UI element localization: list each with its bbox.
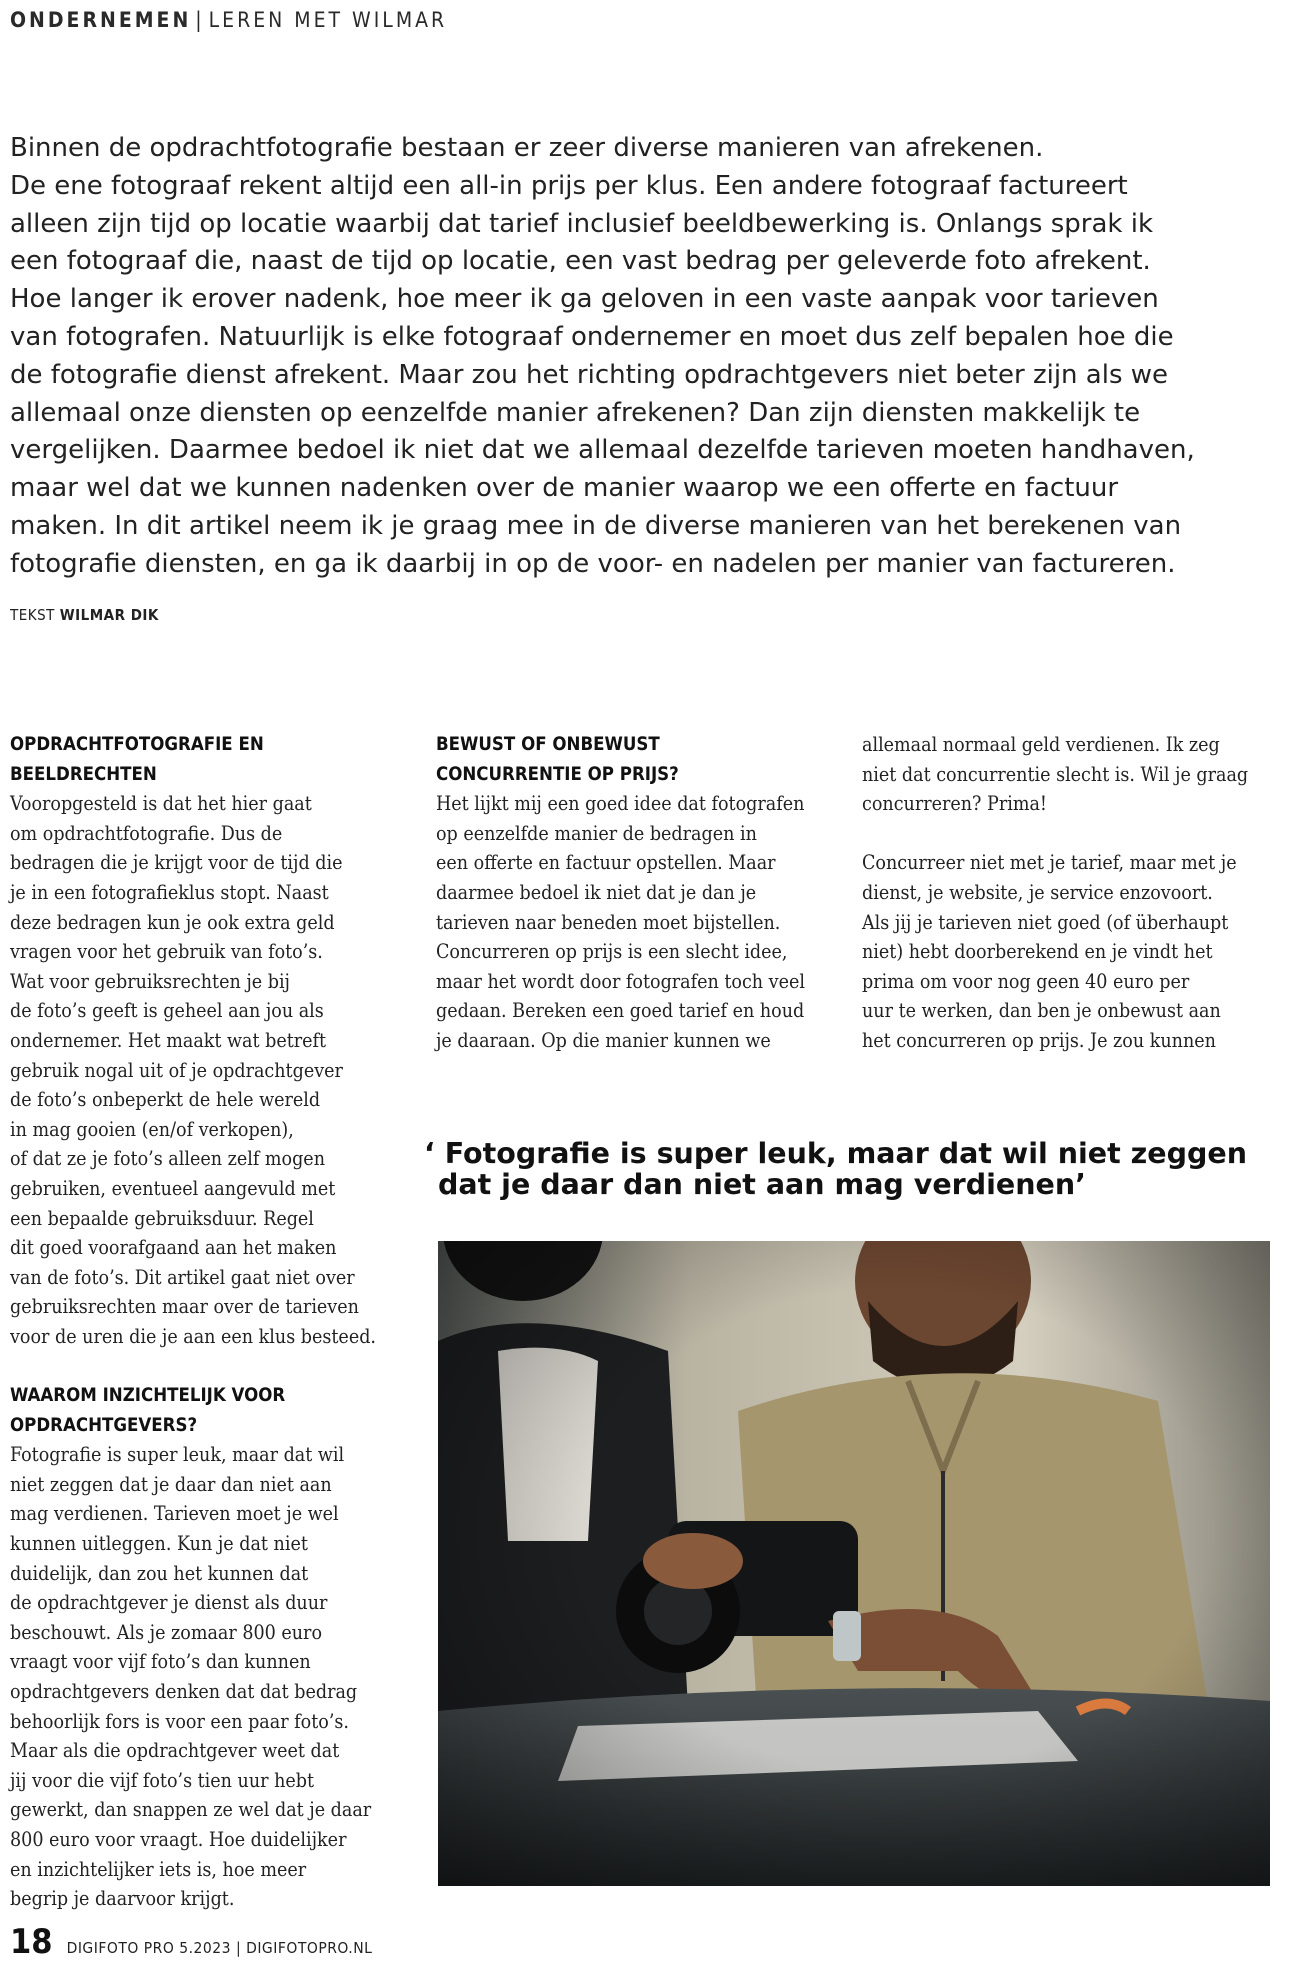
body-line: Maar als die opdrachtgever weet dat [10,1739,340,1763]
body-line: Vooropgesteld is dat het hier gaat [10,792,312,816]
pull-quote [424,1138,1304,1200]
body-line: Concurreren op prijs is een slecht idee, [436,940,788,964]
intro-line: fotografie diensten, en ga ik daarbij in op de voor- en nadelen per manier van factureren. [10,548,1176,579]
heading-inzichtelijk: WAAROM INZICHTELIJK VOOR [10,1385,286,1407]
body-line: gebruiksrechten maar over de tarieven [10,1295,359,1319]
column-2 [436,730,836,1056]
body-line: Wat voor gebruiksrechten je bij [10,969,290,993]
body-line: bedragen die je krijgt voor de tijd die [10,851,343,875]
series-label: LEREN MET WILMAR [208,8,448,32]
body-line: daarmee bedoel ik niet dat je dan je [436,880,757,904]
intro-line: de fotografie dienst afrekent. Maar zou het richting opdrachtgevers niet beter zijn als we [10,359,1169,390]
body-line: dienst, je website, je service enzovoort. [862,880,1213,904]
intro-line: Hoe langer ik erover nadenk, hoe meer ik ga geloven in een vaste aanpak voor tarieven [10,284,1159,315]
body-line: behoorlijk fors is voor een paar foto’s. [10,1709,349,1733]
body-line: concurreren? Prima! [862,792,1047,816]
pull-quote-line-2: dat je daar dan niet aan mag verdienen’ [438,1168,1086,1201]
body-line: allemaal normaal geld verdienen. Ik zeg [862,733,1220,756]
body-line: een offerte en factuur opstellen. Maar [436,851,776,875]
body-line: Het lijkt mij een goed idee dat fotografen [436,792,805,816]
body-line: jij voor die vijf foto’s tien uur hebt [10,1768,315,1792]
intro-line: alleen zijn tijd op locatie waarbij dat tarief inclusief beeldbewerking is. Onlangs sprak ik [10,208,1154,239]
body-line: vragen voor het gebruik van foto’s. [10,940,323,964]
header-separator: | [195,8,205,32]
photo-illustration [438,1241,1270,1886]
heading-concurrentie-2: CONCURRENTIE OP PRIJS? [436,763,679,785]
body-line: of dat ze je foto’s alleen zelf mogen [10,1147,325,1171]
intro-line: maar wel dat we kunnen nadenken over de manier waarop we een offerte en factuur [10,473,1119,504]
page-header [10,8,447,32]
body-line: tarieven naar beneden moet bijstellen. [436,910,781,934]
body-line: gebruik nogal uit of je opdrachtgever [10,1058,343,1082]
body-line: maar het wordt door fotografen toch veel [436,969,805,993]
body-line: in mag gooien (en/of verkopen), [10,1117,294,1141]
body-line: kunnen uitleggen. Kun je dat niet [10,1532,308,1556]
body-line: 800 euro voor vraagt. Hoe duidelijker [10,1827,347,1851]
body-line: de opdrachtgever je dienst als duur [10,1591,328,1615]
intro-line: maken. In dit artikel neem ik je graag mee in de diverse manieren van het berekenen van [10,510,1182,541]
intro-line: Binnen de opdrachtfotografie bestaan er zeer diverse manieren van afrekenen. [10,133,1044,163]
paragraph-gap [862,819,1282,849]
body-line: ondernemer. Het maakt wat betreft [10,1028,327,1052]
column-1 [10,730,405,1914]
body-line: niet) hebt doorberekend en je vindt het [862,940,1213,964]
page-number: 18 [10,1922,53,1962]
body-line: om opdrachtfotografie. Dus de [10,821,283,845]
intro-line: De ene fotograaf rekent altijd een all-in prijs per klus. Een andere fotograaf factureert [10,170,1128,201]
body-line: een bepaalde gebruiksduur. Regel [10,1206,314,1230]
body-line: niet dat concurrentie slecht is. Wil je graag [862,762,1249,786]
body-line: gedaan. Bereken een goed tarief en houd [436,999,805,1023]
body-line: begrip je daarvoor krijgt. [10,1887,235,1911]
body-line: Fotografie is super leuk, maar dat wil [10,1443,345,1467]
body-line: op eenzelfde manier de bedragen in [436,821,757,845]
body-line: prima om voor nog geen 40 euro per [862,969,1190,993]
byline [10,606,159,624]
body-line: mag verdienen. Tarieven moet je wel [10,1502,339,1526]
body-line: je in een fotografieklus stopt. Naast [10,880,329,904]
body-line: Als jij je tarieven niet goed (of überhaupt [862,910,1229,934]
body-line: uur te werken, dan ben je onbewust aan [862,999,1221,1023]
section-label: ONDERNEMEN [10,8,192,32]
body-line: van de foto’s. Dit artikel gaat niet over [10,1265,355,1289]
intro-paragraph [10,130,1290,584]
article-photo [438,1241,1270,1886]
body-line: opdrachtgevers denken dat dat bedrag [10,1680,358,1703]
body-line: je daaraan. Op die manier kunnen we [436,1028,771,1052]
body-line: niet zeggen dat je daar dan niet aan [10,1472,332,1496]
body-line: en inzichtelijker iets is, hoe meer [10,1857,307,1881]
body-line: dit goed voorafgaand aan het maken [10,1236,337,1260]
byline-label: TEKST [10,606,55,624]
byline-author: WILMAR DIK [59,606,159,624]
body-line: gewerkt, dan snappen ze wel dat je daar [10,1798,372,1822]
page-footer [10,1922,372,1962]
pull-quote-line-1: ‘ Fotografie is super leuk, maar dat wil niet zeggen [424,1137,1247,1170]
body-line: voor de uren die je aan een klus besteed. [10,1324,376,1348]
body-line: Concurreer niet met je tarief, maar met je [862,851,1237,875]
body-line: deze bedragen kun je ook extra geld [10,910,335,934]
column-3 [862,730,1282,1056]
heading-concurrentie: BEWUST OF ONBEWUST [436,734,660,755]
intro-line: van fotografen. Natuurlijk is elke fotograaf ondernemer en moet dus zelf bepalen hoe die [10,321,1174,352]
heading-inzichtelijk-2: OPDRACHTGEVERS? [10,1414,198,1436]
body-line: het concurreren op prijs. Je zou kunnen [862,1028,1216,1052]
intro-line: vergelijken. Daarmee bedoel ik niet dat we allemaal dezelfde tarieven moeten handhaven, [10,435,1195,466]
intro-line: allemaal onze diensten op eenzelfde manier afrekenen? Dan zijn diensten makkelijk te [10,397,1141,428]
body-line: gebruiken, eventueel aangevuld met [10,1176,336,1200]
heading-beeldrechten: OPDRACHTFOTOGRAFIE EN BEELDRECHTEN [10,734,264,785]
body-line: de foto’s onbeperkt de hele wereld [10,1088,321,1112]
body-line: duidelijk, dan zou het kunnen dat [10,1561,309,1585]
intro-line: een fotograaf die, naast de tijd op locatie, een vast bedrag per geleverde foto afrekent. [10,246,1151,277]
magazine-info: DIGIFOTO PRO 5.2023 | DIGIFOTOPRO.NL [66,1939,373,1957]
body-line: beschouwt. Als je zomaar 800 euro [10,1620,323,1644]
body-line: vraagt voor vijf foto’s dan kunnen [10,1650,311,1674]
body-line: de foto’s geeft is geheel aan jou als [10,999,324,1023]
